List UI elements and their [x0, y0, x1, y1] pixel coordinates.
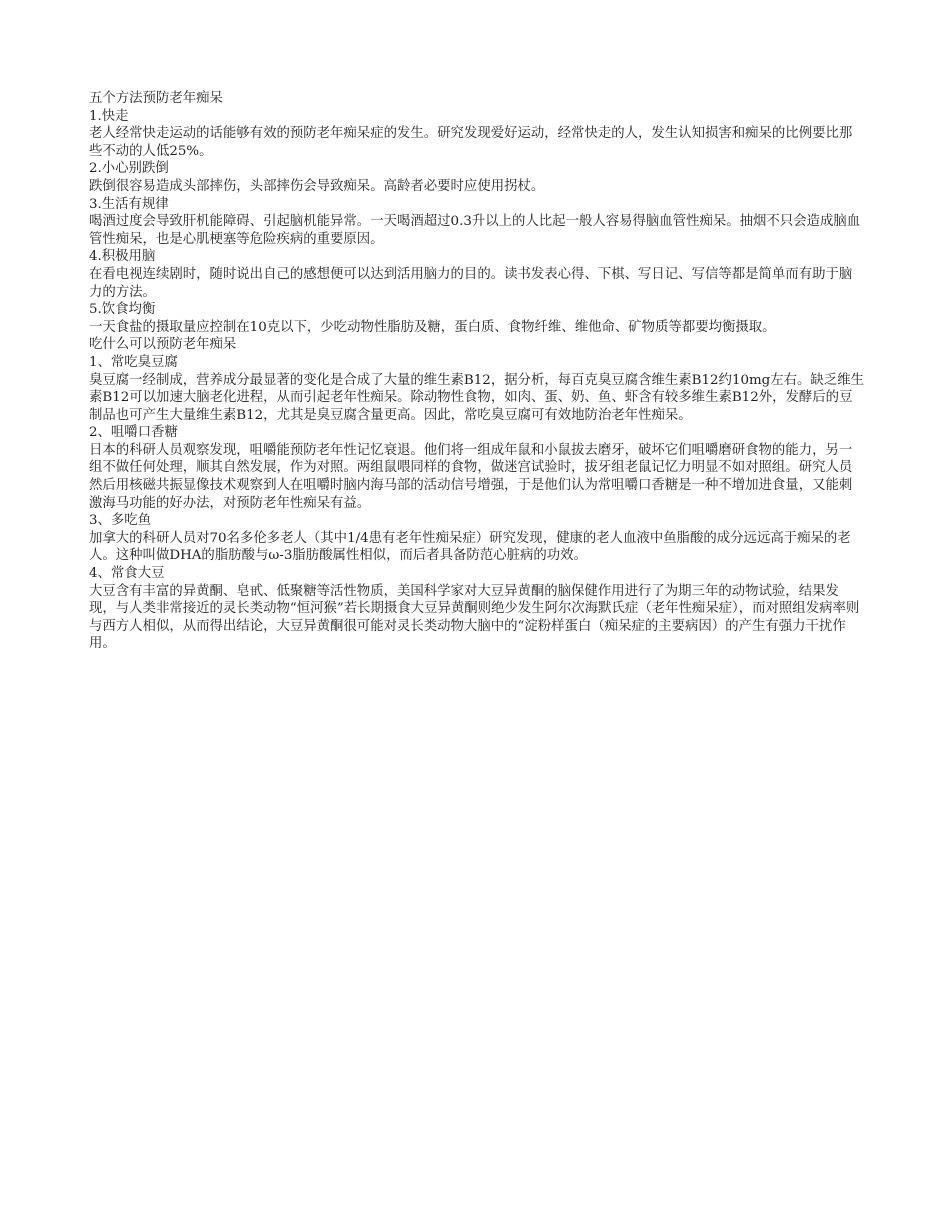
food-heading-tofu: 1、常吃臭豆腐: [89, 354, 178, 370]
section-text-fall: 跌倒很容易造成头部摔伤，头部摔伤会导致痴呆。高龄者必要时应使用拐杖。: [89, 178, 545, 194]
food-heading-gum: 2、咀嚼口香糖: [89, 425, 178, 441]
section-heading-diet: 5.饮食均衡: [89, 302, 156, 318]
food-text-tofu: 臭豆腐一经制成，营养成分最显著的变化是合成了大量的维生素B12，据分析，每百克臭豆腐含维生素B12约10mg左右。缺乏维生素B12可以加速大脑老化进程，从而引起老年性痴呆。除动物性食物，如肉、蛋、奶、鱼、虾含有较多维生素B12外，发酵后的豆制品也可产生大量维生素B12，尤其是臭豆腐含量更高。因此，常吃臭豆腐可有效地防治老年性痴呆。: [89, 372, 864, 423]
food-text-fish: 加拿大的科研人员对70名多伦多老人（其中1/4患有老年性痴呆症）研究发现，健康的老人血液中鱼脂酸的成分远远高于痴呆的老人。这种叫做DHA的脂肪酸与ω-3脂肪酸属性相似，而后者具备防范心脏病的功效。: [89, 530, 851, 564]
document-title: 五个方法预防老年痴呆: [89, 91, 223, 106]
food-text-soy: 大豆含有丰富的异黄酮、皂甙、低聚糖等活性物质，美国科学家对大豆异黄酮的脑保健作用进行了为期三年的动物试验，结果发现，与人类非常接近的灵长类动物“恒河猴”若长期摄食大豆异黄酮则绝少发生阿尔次海默氏症（老年性痴呆症），而对照组发病率则与西方人相似，从而得出结论，大豆异黄酮很可能对灵长类动物大脑中的“淀粉样蛋白（痴呆症的主要病因）的产生有强力干扰作用。: [89, 583, 860, 652]
section-heading-walk: 1.快走: [89, 108, 129, 124]
section-heading-brain: 4.积极用脑: [89, 249, 156, 265]
section-text-routine: 喝酒过度会导致肝机能障碍、引起脑机能异常。一天喝酒超过0.3升以上的人比起一般人容易得脑血管性痴呆。抽烟不只会造成脑血管性痴呆，也是心肌梗塞等危险疾病的重要原因。: [89, 214, 861, 247]
document-subtitle: 吃什么可以预防老年痴呆: [89, 337, 237, 353]
section-heading-fall: 2.小心别跌倒: [89, 161, 169, 177]
food-heading-soy: 4、常食大豆: [89, 566, 165, 582]
section-heading-routine: 3.生活有规律: [89, 196, 169, 212]
food-text-gum: 日本的科研人员观察发现，咀嚼能预防老年性记忆衰退。他们将一组成年鼠和小鼠拔去磨牙，破坏它们咀嚼磨研食物的能力，另一组不做任何处理，顺其自然发展，作为对照。两组鼠喂同样的食物，做迷宫试验时，拔牙组老鼠记忆力明显不如对照组。研究人员然后用核磁共振显像技术观察到人在咀嚼时脑内海马部的活动信号增强，于是他们认为常咀嚼口香糖是一种不增加进食量，又能刺激海马功能的好办法，对预防老年性痴呆有益。: [89, 442, 853, 511]
section-text-walk: 老人经常快走运动的话能够有效的预防老年痴呆症的发生。研究发现爱好运动，经常快走的人，发生认知损害和痴呆的比例要比那些不动的人低25%。: [89, 126, 853, 159]
document-body: [89, 90, 864, 653]
food-heading-fish: 3、多吃鱼: [89, 513, 152, 529]
section-text-diet: 一天食盐的摄取量应控制在10克以下，少吃动物性脂肪及糖，蛋白质、食物纤维、维他命、矿物质等都要均衡摄取。: [89, 319, 776, 335]
section-text-brain: 在看电视连续剧时，随时说出自己的感想便可以达到活用脑力的目的。读书发表心得、下棋、写日记、写信等都是简单而有助于脑力的方法。: [89, 266, 853, 300]
